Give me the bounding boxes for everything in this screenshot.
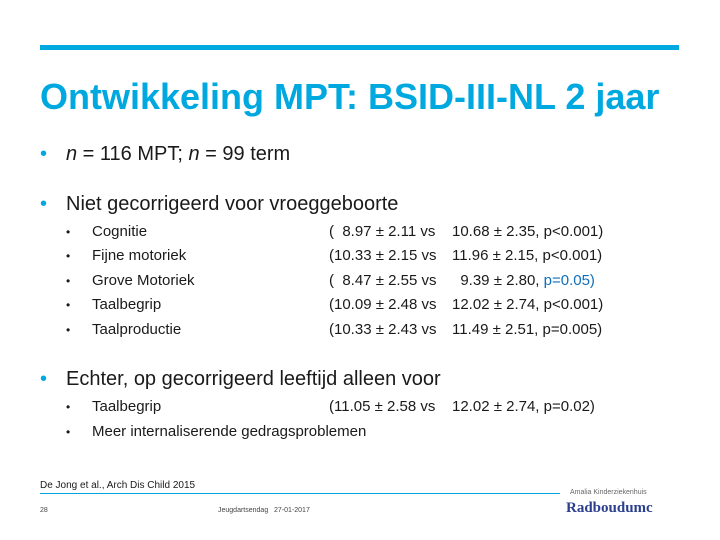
list-item-value-mpt: (10.09 ± 2.48 vs (329, 296, 437, 313)
list-item-value-term: 12.02 ± 2.74, p<0.001) (452, 296, 604, 313)
list-item-label: Taalbegrip (92, 398, 162, 415)
bullet-uncorrected (40, 193, 398, 216)
list-item-value-term: 11.96 ± 2.15, p<0.001) (452, 247, 603, 264)
top-rule (40, 45, 679, 50)
list-item-label: Cognitie (92, 223, 148, 240)
slide-title: Ontwikkeling MPT: BSID-III-NL 2 jaar (40, 76, 660, 117)
footer-rule (40, 493, 560, 494)
bullet-text: Echter, op gecorrigeerd leeftijd alleen voor (66, 368, 441, 390)
bullet-text: Niet gecorrigeerd voor vroeggeboorte (66, 193, 399, 215)
sub-bullet-marker: • (66, 425, 71, 439)
list-item-label: Meer internaliserende gedragsproblemen (92, 423, 367, 440)
bullet-marker: • (40, 193, 48, 215)
highlighted-p-value: p=0.05) (543, 272, 595, 289)
footer-event-date: Jeugdartsendag 27-01-2017 (218, 507, 310, 514)
sub-bullet-marker: • (66, 298, 71, 312)
page-number: 28 (40, 507, 48, 514)
list-item-value-mpt: (10.33 ± 2.43 vs (329, 321, 437, 338)
sub-bullet-marker: • (66, 225, 71, 239)
sub-bullet-marker: • (66, 323, 71, 337)
list-item-value-mpt: ( 8.47 ± 2.55 vs (329, 272, 437, 289)
list-item-label: Grove Motoriek (92, 272, 195, 289)
list-item-label: Taalbegrip (92, 296, 162, 313)
list-item-value-term: 9.39 ± 2.80, p=0.05) (452, 272, 595, 289)
sub-bullet-marker: • (66, 274, 71, 288)
brand-subtitle: Amalia Kinderziekenhuis (570, 489, 647, 496)
brand-logo: Radboudumc (566, 500, 653, 516)
list-item-value-term: 11.49 ± 2.51, p=0.005) (452, 321, 603, 338)
list-item-value-term: 10.68 ± 2.35, p<0.001) (452, 223, 604, 240)
bullet-corrected (40, 368, 441, 391)
sub-bullet-marker: • (66, 400, 71, 414)
list-item-label: Taalproductie (92, 321, 182, 338)
bullet-marker: • (40, 143, 48, 165)
list-item-label: Fijne motoriek (92, 247, 187, 264)
bullet-marker: • (40, 368, 48, 390)
list-item-value-mpt: (11.05 ± 2.58 vs (329, 398, 436, 415)
reference-citation: De Jong et al., Arch Dis Child 2015 (40, 480, 196, 491)
list-item-value-mpt: (10.33 ± 2.15 vs (329, 247, 437, 264)
sub-bullet-marker: • (66, 249, 71, 263)
list-item-value-mpt: ( 8.97 ± 2.11 vs (329, 223, 436, 240)
list-item-value-term: 12.02 ± 2.74, p=0.02) (452, 398, 595, 415)
bullet-sample-size: • n = 116 MPT; n = 99 term (40, 143, 291, 165)
